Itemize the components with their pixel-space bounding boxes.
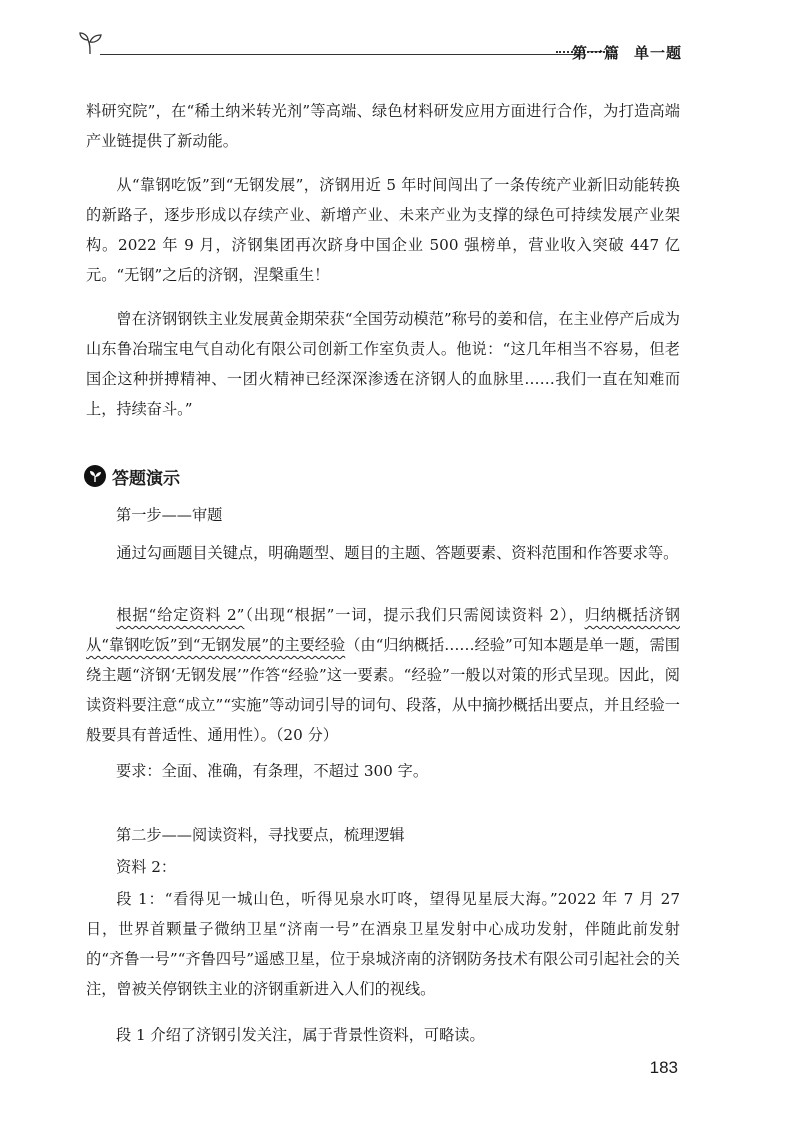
step2-title: 第二步——阅读资料，寻找要点，梳理逻辑 — [116, 826, 405, 844]
material-label: 资料 2： — [116, 858, 177, 876]
header-title — [558, 42, 682, 63]
step1-paragraph-1: 通过勾画题目关键点，明确题型、题目的主题、答题要素、资料范围和作答要求等。 — [116, 544, 679, 562]
page-number: 183 — [649, 1058, 678, 1077]
section-title: 答题演示 — [112, 468, 180, 489]
material-paragraph-1: 段 1：“看得见一城山色，听得见泉水叮咚，望得见星辰大海。”2022 年 7 月 27 日，世界首颗量子微纳卫星“济南一号”在酒泉卫星发射中心成功发射，伴随此前发射的“齐鲁一号”“齐鲁四号”遥感卫星，位于泉城济南的济钢防务技术有限公司引起社会的关注，曾被关停钢铁主业的济钢重新进入人们的视线。 — [86, 890, 680, 998]
note-material: （出现“根据”一词，提示我们只需阅读资料 2）， — [244, 606, 585, 624]
task-underlined: 归纳概括济钢从“靠钢吃饭”到“无钢发展”的主要经验 — [86, 606, 680, 654]
sprout-icon — [78, 30, 104, 56]
header-rule — [100, 54, 580, 55]
header-part: 第一篇 — [571, 44, 620, 62]
note-task: （由“归纳概括……经验”可知本题是单一题，需围绕主题“济钢‘无钢发展’”作答“经验”这一要素。“经验”一般以对策的形式呈现。因此，阅读资料要注意“成立”“实施”等动词引导的词句、段落，从中摘抄概括出要点，并且经验一般要具有普适性、通用性）。（20 分） — [86, 636, 680, 744]
leaf-icon — [84, 465, 106, 487]
intro-paragraph-3: 曾在济钢钢铁主业发展黄金期荣获“全国劳动模范”称号的姜和信，在主业停产后成为山东鲁冶瑞宝电气自动化有限公司创新工作室负责人。他说：“这几年相当不容易，但老国企这种拼搏精神、一团火精神已经深深渗透在济钢人的血脉里……我们一直在知难而上，持续奋斗。” — [86, 310, 680, 418]
intro-paragraph-2: 从“靠钢吃饭”到“无钢发展”，济钢用近 5 年时间闯出了一条传统产业新旧动能转换的新路子，逐步形成以存续产业、新增产业、未来产业为支撑的绿色可持续发展产业架构。2022 年 9 月，济钢集团再次跻身中国企业 500 强榜单，营业收入突破 447 亿元。“无钢”之后的济钢，涅槃重生！ — [86, 176, 680, 284]
intro-paragraph-1: 料研究院”，在“稀土纳米转光剂”等高端、绿色材料研发应用方面进行合作，为打造高端产业链提供了新动能。 — [86, 102, 680, 150]
section-heading — [84, 462, 180, 490]
page-header — [78, 26, 682, 66]
requirement: 要求：全面、准确，有条理，不超过 300 字。 — [116, 762, 429, 780]
quoted-material-underlined: 根据“给定资料 2” — [116, 606, 245, 624]
step1-title: 第一步——审题 — [116, 506, 223, 524]
note-paragraph-1: 段 1 介绍了济钢引发关注，属于背景性资料，可略读。 — [116, 1026, 485, 1044]
header-topic: 单一题 — [633, 44, 682, 62]
step1-paragraph-2 — [86, 600, 680, 750]
